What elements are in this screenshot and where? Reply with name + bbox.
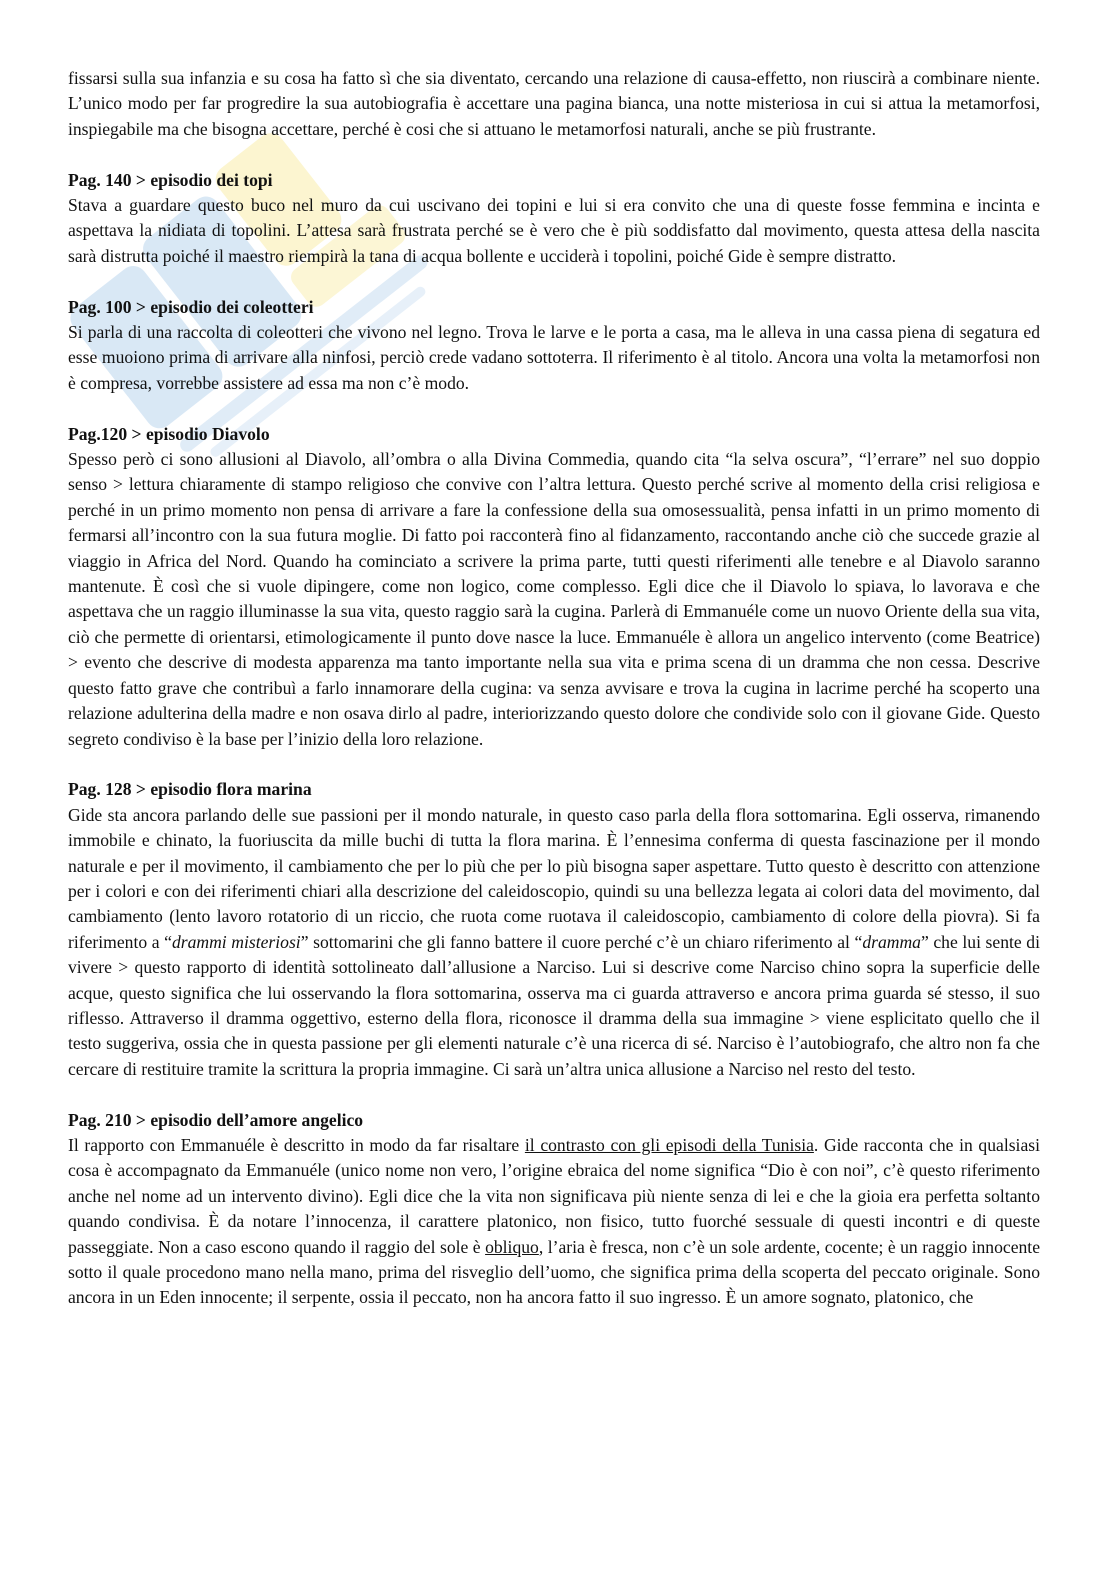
intro-paragraph: fissarsi sulla sua infanzia e su cosa ha fatto sì che sia diventato, cercando una relazione di causa-effetto, non riuscirà a combinare niente. L’unico modo per far progredire la sua autobiografia è accettare una pagina bianca, una notte misteriosa in cui si attua la metamorfosi, inspiegabile ma che bisogna accettare, perché è cosi che si attuano le metamorfosi naturali, anche se più frustrante.	[68, 68, 1040, 139]
section-coleotteri	[68, 295, 1040, 397]
body-text: ” che lui sente di vivere > questo rapporto di identità sottolineato dall’allusione a Narciso. Lui si descrive come Narciso chino sopra la superficie delle acque, questo significa che lui osservando la flora sottomarina, osserva ma ci guarda attraverso e ancora prima guarda sé stesso, il suo riflesso. Attraverso il dramma oggettivo, esterno della flora, riconosce il dramma della sua immagine > viene esplicitato quello che il testo suggeriva, ossia che in questa passione per gli elementi naturale c’è una ricerca di sé. Narciso è l’autobiografo, che altro non fa che cercare di restituire tramite la scrittura la propria immagine. Ci sarà un’altra unica allusione a Narciso nel resto del testo.	[68, 931, 1040, 1079]
underlined-text: il contrasto con gli episodi della Tunisia	[524, 1134, 814, 1155]
body-text: , l’aria è fresca, non c’è un sole ardente, cocente; è un raggio innocente sotto il quale procedono mano nella mano, prima del risveglio dell’uomo, che significa prima della scoperta del peccato originale. Sono ancora in un Eden innocente; il serpente, ossia il peccato, non ha ancora fatto il suo ingresso. È un amore sognato, platonico, che	[68, 1236, 1041, 1308]
body-text: Gide sta ancora parlando delle sue passioni per il mondo naturale, in questo caso parla della flora sottomarina. Egli osserva, rimanendo immobile e chinato, la fuoriuscita da mille buchi di tutta la flora marina. È l’ennesima conferma di questa fascinazione per il mondo naturale e per il movimento, il cambiamento che per lo più che per lo più bisogna saper aspettare. Tutto questo è descritto con attenzione per i colori e con dei riferimenti chiari alla descrizione del caleidoscopio, quindi su una bellezza legata ai colori data del movimento, dal cambiamento (lento lavoro rotatorio di un riccio, che ruota come ruotava il caleidoscopio, cambiamento di colore della piovra). Si fa riferimento a “	[68, 804, 1040, 952]
section-heading: Pag. 210 > episodio dell’amore angelico	[68, 1109, 364, 1130]
section-diavolo	[68, 422, 1040, 752]
section-body: Spesso però ci sono allusioni al Diavolo, all’ombra o alla Divina Commedia, quando cita “la selva oscura”, “l’errare” nel suo doppio senso > lettura chiaramente di stampo religioso che convive con l’altra lettura. Questo perché scrive al momento della crisi religiosa e perché in un primo momento non pensa di arrivare a fare la confessione della sua omosessualità, pensa infatti in un primo momento di fermarsi all’incontro con la sua futura moglie. Di fatto poi racconterà fino al fidanzamento, raccontando anche ciò che succede grazie al viaggio in Africa del Nord. Quando ha cominciato a scrivere la prima parte, tutti questi riferimenti alle tenebre e al Diavolo saranno mantenute. È così che si vuole dipingere, come non logico, come complesso. Egli dice che il Diavolo lo spiava, lo lavorava e che aspettava che un raggio illuminasse la sua vita, questo raggio sarà la cugina. Parlerà di Emmanuéle come un nuovo Oriente della sua vita, ciò che permette di orientarsi, etimologicamente il punto dove nasce la luce. Emmanuéle è allora un angelico intervento (come Beatrice) > evento che descrive di modesta apparenza ma tanto importante nella sua vita e prima scena di un dramma che non cessa. Descrive questo fatto grave che contribuì a farlo innamorare della cugina: va senza avvisare e trova la cugina in lacrime perché ha scoperto una relazione adulterina della madre e non osava dirlo al padre, interiorizzando questo dolore che condivide solo con il giovane Gide. Questo segreto condiviso è la base per l’inizio della loro relazione.	[68, 449, 1040, 749]
section-body: Stava a guardare questo buco nel muro da cui uscivano dei topini e lui si era convito che una di queste fosse femmina e incinta e aspettava la nidiata di topolini. L’attesa sarà frustrata perché se è vero che è più soddisfatto dal movimento, questa attesa della nascita sarà distrutta poiché il maestro riempirà la tana di acqua bollente e ucciderà i topolini, poiché Gide è sempre distratto.	[68, 195, 1040, 266]
emphasis-text: drammi misteriosi	[171, 931, 301, 952]
section-heading: Pag. 140 > episodio dei topi	[68, 169, 273, 190]
section-body	[68, 803, 1040, 1082]
section-heading: Pag. 128 > episodio flora marina	[68, 779, 312, 800]
body-text: ” sottomarini che gli fanno battere il cuore perché c’è un chiaro riferimento al “	[300, 931, 863, 952]
section-heading: Pag. 100 > episodio dei coleotteri	[68, 296, 314, 317]
body-text: Il rapporto con Emmanuéle è descritto in modo da far risaltare	[68, 1134, 525, 1155]
section-body	[68, 1133, 1040, 1311]
document-page	[68, 66, 1040, 1311]
section-body: Si parla di una raccolta di coleotteri che vivono nel legno. Trova le larve e le porta a casa, ma le alleva in una cassa piena di segatura ed esse muoiono prima di arrivare alla ninfosi, perciò crede vadano sottoterra. Il riferimento è al titolo. Ancora una volta la metamorfosi non è compresa, vorrebbe assistere ad essa ma non c’è modo.	[68, 322, 1040, 393]
section-flora-marina	[68, 777, 1040, 1082]
section-amore-angelico	[68, 1108, 1040, 1311]
underlined-text: obliquo	[485, 1236, 539, 1257]
body-text: . Gide racconta che in qualsiasi cosa è accompagnato da Emmanuéle (unico nome non vero, l’origine ebraica del nome significa “Dio è con noi”, c’è questo riferimento anche nel nome ad un intervento divino). Egli dice che la vita non significava più niente senza di lei e che la gioia era perfetta soltanto quando condivisa. È da notare l’innocenza, il carattere platonico, non fisico, tutto fuorché sessuale di questi incontri e di queste passeggiate. Non a caso escono quando il raggio del sole è	[68, 1134, 1040, 1257]
section-heading: Pag.120 > episodio Diavolo	[68, 423, 270, 444]
section-topi	[68, 168, 1040, 270]
emphasis-text: dramma	[862, 931, 921, 952]
